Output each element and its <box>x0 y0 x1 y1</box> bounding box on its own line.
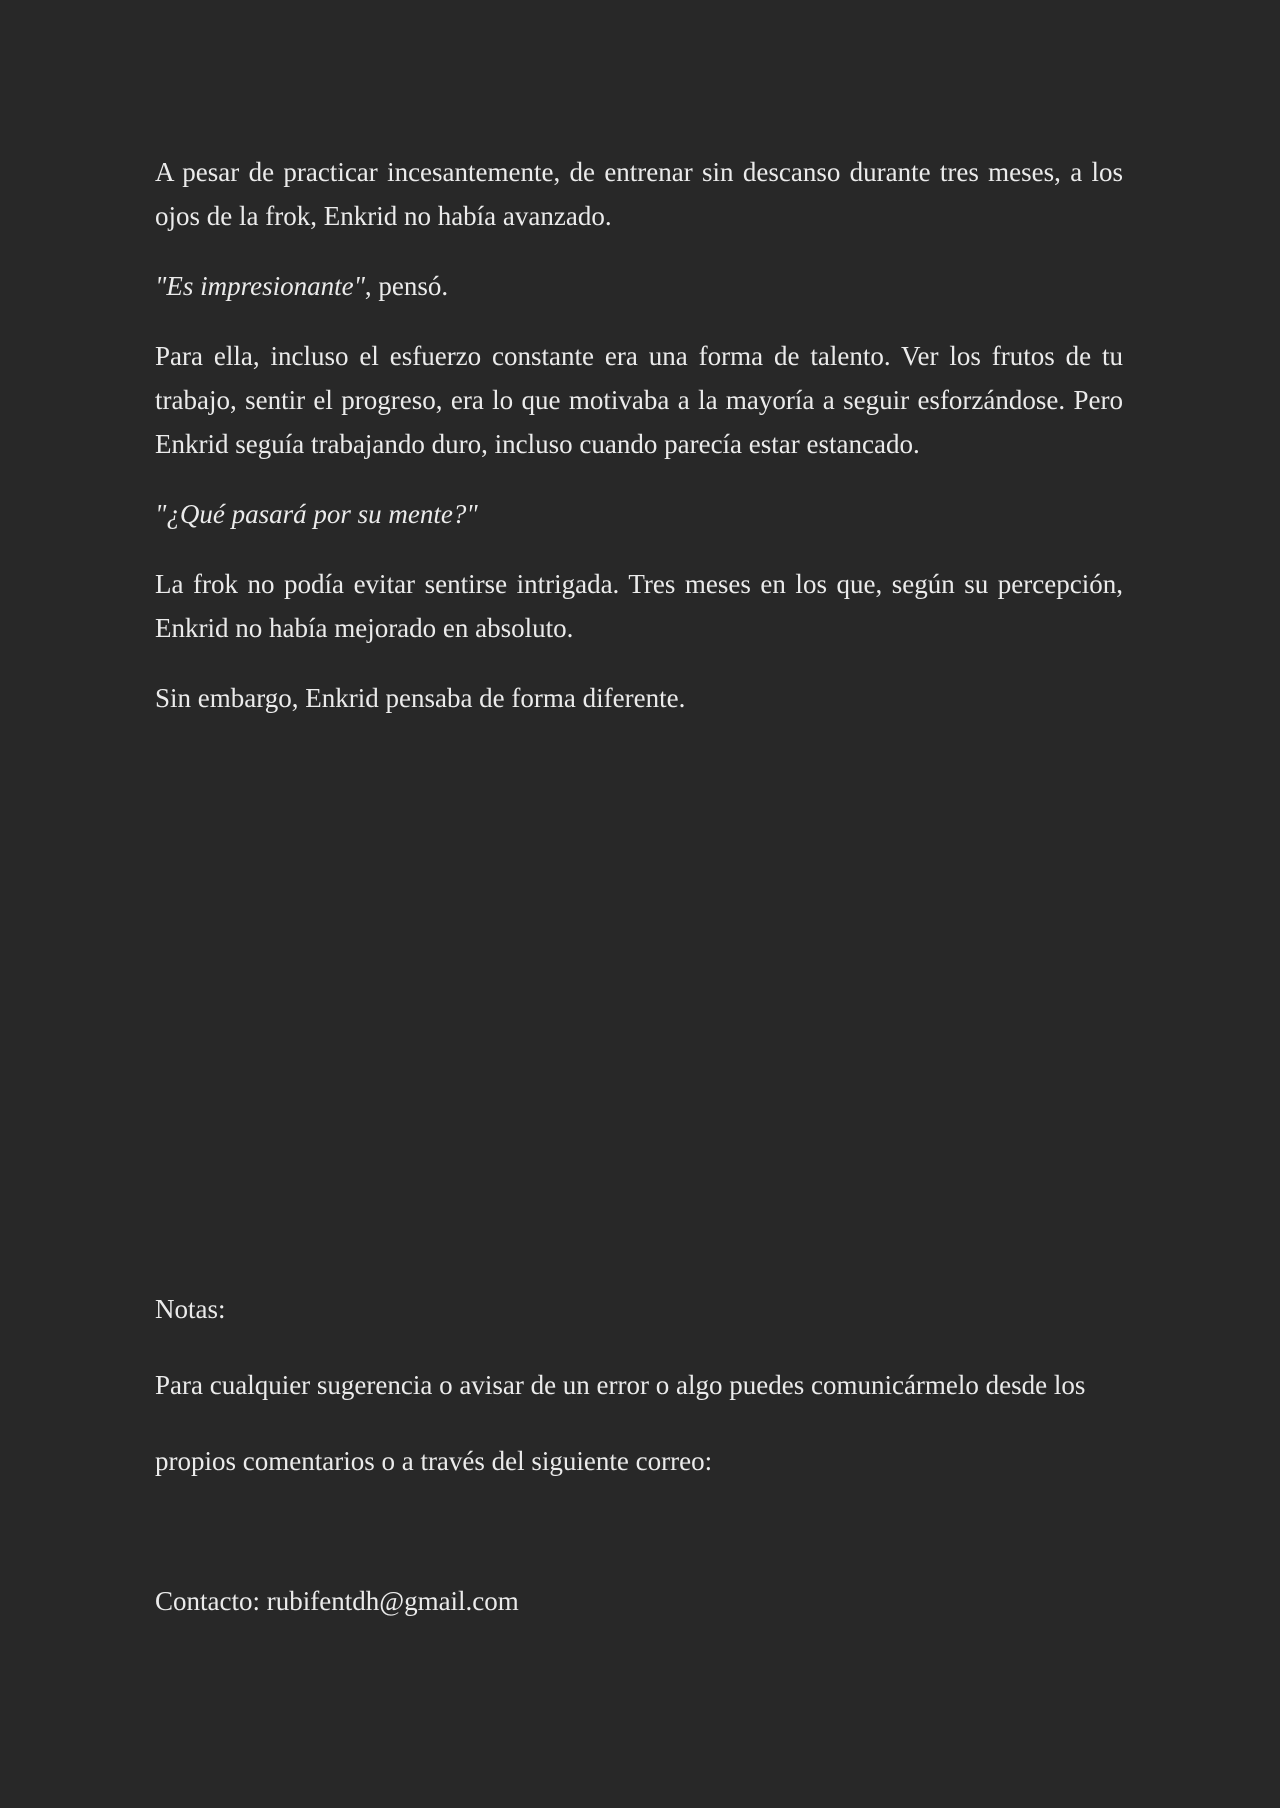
notes-suggestion-line1: Para cualquier sugerencia o avisar de un error o algo puedes comunicármelo desde los <box>155 1370 1086 1400</box>
notes-suggestion-line2: propios comentarios o a través del siguiente correo: <box>155 1446 713 1476</box>
paragraph: A pesar de practicar incesantemente, de entrenar sin descanso durante tres meses, a los ojos de la frok, Enkrid no había avanzado. <box>155 157 1123 231</box>
thought-tail: , pensó. <box>364 271 449 301</box>
contact-label: Contacto: <box>155 1586 267 1616</box>
paragraph-thought-italic: "¿Qué pasará por su mente?" <box>155 499 478 529</box>
contact-line <box>155 1579 1123 1623</box>
notes-label: Notas: <box>155 1294 226 1324</box>
chapter-body <box>155 150 1123 746</box>
contact-email[interactable]: rubifentdh@gmail.com <box>266 1586 519 1616</box>
paragraph: La frok no podía evitar sentirse intrigada. Tres meses en los que, según su percepción, Enkrid no había mejorado en absoluto. <box>155 569 1123 643</box>
paragraph: Para ella, incluso el esfuerzo constante era una forma de talento. Ver los frutos de tu trabajo, sentir el progreso, era lo que motivaba a la mayoría a seguir esforzándose. Pero Enkrid seguía trabajando duro, incluso cuando parecía estar estancado. <box>155 341 1123 459</box>
notes-section <box>155 1287 1123 1623</box>
paragraph: Sin embargo, Enkrid pensaba de forma diferente. <box>155 683 686 713</box>
italic-thought: "Es impresionante" <box>155 271 365 301</box>
paragraph-thought <box>155 264 1123 308</box>
